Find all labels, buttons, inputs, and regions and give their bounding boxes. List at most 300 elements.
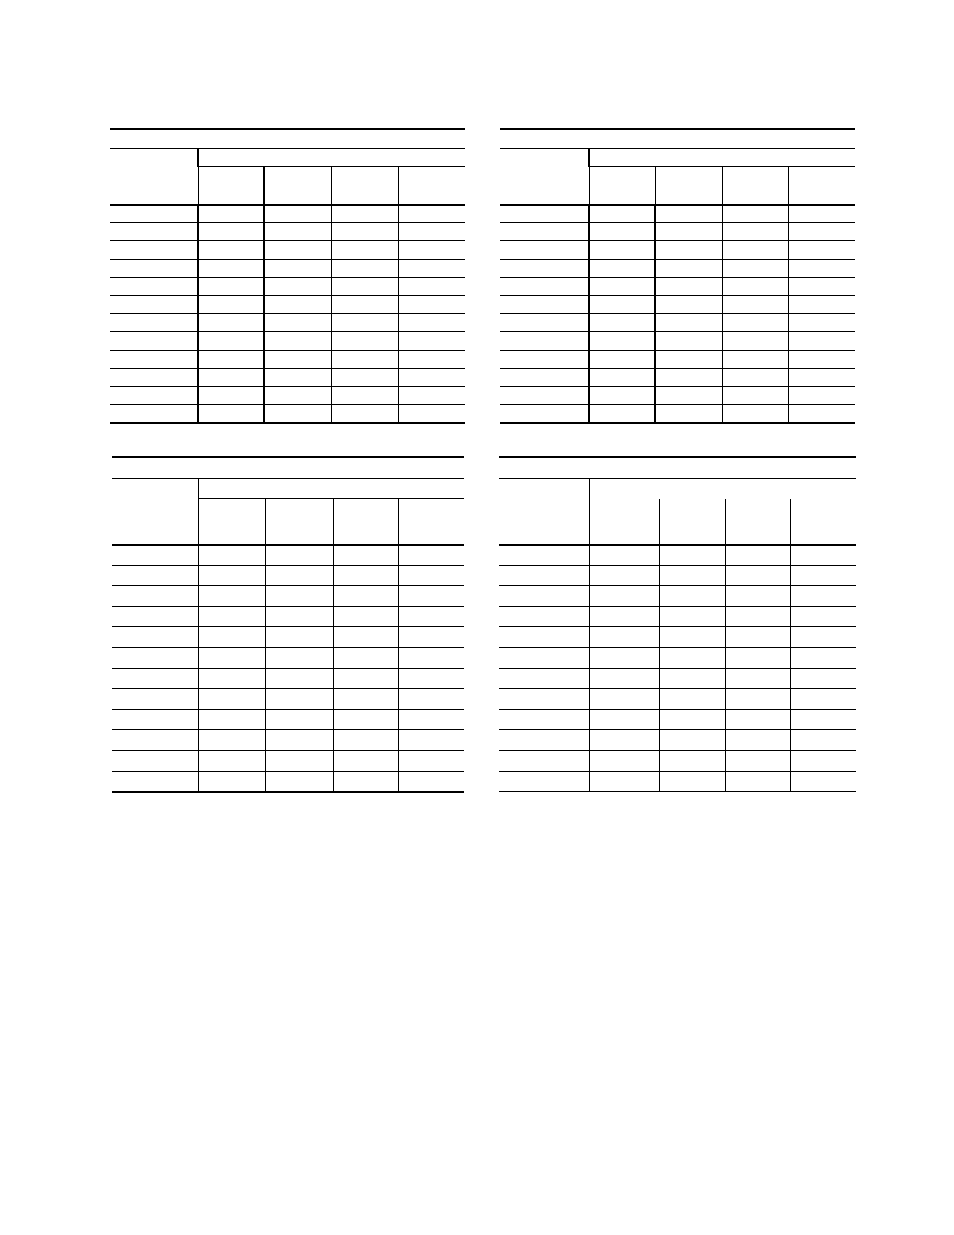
table-cell [398,689,464,710]
table-cell [331,223,398,241]
table-cell [398,668,464,689]
table-row [499,709,856,730]
row-label-cell [499,771,589,792]
table-cell [331,259,398,277]
table-row [500,241,855,259]
table-cell [589,586,659,607]
row-label-cell [112,689,198,710]
table-cell [198,259,264,277]
table-cell [659,545,725,566]
table-top-rule [500,128,855,130]
row-label-cell [499,565,589,586]
table-cell [398,386,465,404]
table-row [500,259,855,277]
row-label-cell [110,295,198,313]
table-cell [331,332,398,350]
table-cell [589,386,655,404]
table-body [499,545,856,792]
table-cell [398,709,464,730]
table-cell [722,205,788,223]
row-label-cell [499,606,589,627]
table-cell [589,223,655,241]
table-cell [398,647,464,668]
table-cell [398,277,465,295]
table-cell [589,730,659,751]
table-top-rule [499,456,856,458]
table-cell [398,771,464,792]
table-cell [264,368,331,386]
table-cell [659,750,725,771]
table-row [112,627,464,648]
table-cell [589,647,659,668]
column-header [264,167,331,205]
table-cell [264,223,331,241]
table-cell [788,386,855,404]
row-label-cell [500,277,589,295]
table-cell [722,350,788,368]
table-cell [333,730,398,751]
column-header [198,167,264,205]
table-cell [198,709,265,730]
row-label-cell [112,586,198,607]
row-label-cell [112,750,198,771]
table-cell [788,332,855,350]
table-row [112,750,464,771]
table-cell [659,709,725,730]
table-cell [331,405,398,423]
row-label-cell [110,241,198,259]
column-spanner [589,149,855,167]
table-cell [655,368,722,386]
table-cell [198,223,264,241]
table-cell [333,586,398,607]
table-cell [333,668,398,689]
table-cell [589,350,655,368]
row-label-cell [110,332,198,350]
row-label-cell [500,332,589,350]
table-cell [725,750,790,771]
table-cell [722,259,788,277]
table-cell [659,627,725,648]
column-header [790,499,856,545]
table-row [110,205,465,223]
table-row [110,259,465,277]
table-cell [659,730,725,751]
data-table [110,148,465,424]
column-spanner [198,149,465,167]
column-spanner [589,479,856,499]
table-cell [265,606,333,627]
table-cell [265,668,333,689]
table-cell [333,565,398,586]
row-label-cell [499,545,589,566]
row-label-cell [110,350,198,368]
table-cell [725,647,790,668]
table-cell [331,295,398,313]
table-cell [589,295,655,313]
row-label-cell [499,709,589,730]
row-label-cell [112,730,198,751]
table-row [112,771,464,792]
table-cell [265,647,333,668]
table-row [110,405,465,423]
table-cell [398,314,465,332]
row-label-cell [112,709,198,730]
table-cell [589,259,655,277]
column-header [398,499,464,545]
table-cell [655,405,722,423]
table-cell [790,565,856,586]
table-cell [265,586,333,607]
table-cell [722,332,788,350]
table-cell [659,606,725,627]
table-cell [198,668,265,689]
table-cell [790,771,856,792]
table-cell [265,689,333,710]
table-row [110,223,465,241]
table-cell [788,223,855,241]
table-cell [264,314,331,332]
table-row [112,647,464,668]
table-cell [331,368,398,386]
column-header [589,167,655,205]
table-row [499,627,856,648]
table-cell [589,277,655,295]
row-label-cell [500,241,589,259]
table-cell [655,314,722,332]
table-cell [198,545,265,566]
row-label-cell [500,314,589,332]
table-cell [790,689,856,710]
table-cell [198,750,265,771]
table-cell [333,750,398,771]
table-cell [398,332,465,350]
table-cell [589,565,659,586]
table-cell [398,405,465,423]
table-cell [198,565,265,586]
table-cell [265,565,333,586]
table-row [112,545,464,566]
table-row [500,223,855,241]
table-row [112,668,464,689]
table-row [499,647,856,668]
table-cell [589,709,659,730]
table-cell [398,750,464,771]
table-cell [198,277,264,295]
table-cell [264,332,331,350]
table-cell [659,771,725,792]
table-row [500,295,855,313]
table-cell [198,730,265,751]
stub-header [112,479,198,545]
row-label-cell [110,405,198,423]
table-cell [589,606,659,627]
data-table [499,478,856,792]
table-cell [788,405,855,423]
table-cell [398,350,465,368]
table-cell [198,386,264,404]
row-label-cell [112,771,198,792]
table-cell [198,205,264,223]
table-cell [264,277,331,295]
row-label-cell [112,668,198,689]
table-cell [589,668,659,689]
table-cell [722,277,788,295]
table-row [499,730,856,751]
table-cell [398,545,464,566]
table-cell [265,709,333,730]
table-cell [198,241,264,259]
column-header [722,167,788,205]
row-label-cell [500,295,589,313]
table-cell [655,332,722,350]
table-cell [264,205,331,223]
table-row [110,350,465,368]
table-cell [198,627,265,648]
table-cell [655,386,722,404]
table-cell [265,771,333,792]
table-cell [333,545,398,566]
table-cell [589,771,659,792]
table-cell [589,368,655,386]
row-label-cell [500,350,589,368]
table-cell [722,368,788,386]
table-row [500,368,855,386]
table-cell [788,241,855,259]
stub-header [499,479,589,545]
table-cell [725,771,790,792]
row-label-cell [112,606,198,627]
table-row [110,368,465,386]
table-cell [333,627,398,648]
table-row [500,386,855,404]
row-label-cell [112,647,198,668]
table-cell [655,259,722,277]
table-row [499,668,856,689]
data-table [500,148,855,424]
column-header [655,167,722,205]
row-label-cell [500,223,589,241]
table-row [110,277,465,295]
table-cell [790,606,856,627]
table-cell [331,277,398,295]
table-cell [788,205,855,223]
table-row [500,205,855,223]
table-cell [788,368,855,386]
table-cell [589,405,655,423]
column-header [198,499,265,545]
table-cell [398,205,465,223]
table-cell [725,627,790,648]
table-body [110,205,465,423]
table-cell [790,730,856,751]
table-row [110,295,465,313]
table-row [110,241,465,259]
table-cell [333,689,398,710]
table-cell [589,241,655,259]
table-cell [659,668,725,689]
row-label-cell [500,259,589,277]
table-cell [264,386,331,404]
table-top-rule [110,128,465,130]
table-cell [589,545,659,566]
table-cell [788,350,855,368]
table-cell [589,314,655,332]
table-cell [788,277,855,295]
table-cell [655,350,722,368]
column-header [659,499,725,545]
table-lower-right [499,456,856,797]
table-cell [725,586,790,607]
table-body [112,545,464,792]
table-cell [790,545,856,566]
table-cell [198,368,264,386]
table-row [499,689,856,710]
row-label-cell [112,545,198,566]
table-cell [589,627,659,648]
table-body [500,205,855,423]
table-cell [398,368,465,386]
table-cell [398,259,465,277]
row-label-cell [499,647,589,668]
table-cell [198,606,265,627]
table-cell [398,565,464,586]
table-cell [398,241,465,259]
table-cell [722,241,788,259]
table-row [499,771,856,792]
row-label-cell [499,750,589,771]
table-cell [722,223,788,241]
table-cell [790,750,856,771]
table-cell [264,241,331,259]
row-label-cell [110,277,198,295]
table-top-rule [112,456,464,458]
table-cell [589,332,655,350]
row-label-cell [500,368,589,386]
table-row [112,565,464,586]
row-label-cell [110,259,198,277]
column-header [265,499,333,545]
column-header [589,499,659,545]
table-cell [655,241,722,259]
table-cell [333,647,398,668]
row-label-cell [110,386,198,404]
row-label-cell [499,730,589,751]
table-cell [198,314,264,332]
table-cell [398,627,464,648]
table-cell [333,771,398,792]
table-cell [790,627,856,648]
table-cell [333,606,398,627]
stub-header [500,149,589,205]
table-cell [198,771,265,792]
table-cell [198,647,265,668]
table-cell [659,647,725,668]
table-cell [722,405,788,423]
table-row [499,565,856,586]
table-cell [722,386,788,404]
row-label-cell [112,627,198,648]
table-cell [725,606,790,627]
table-cell [589,750,659,771]
row-label-cell [500,205,589,223]
table-row [499,586,856,607]
table-cell [398,586,464,607]
row-label-cell [110,368,198,386]
row-label-cell [499,689,589,710]
row-label-cell [500,386,589,404]
table-cell [264,259,331,277]
table-cell [589,205,655,223]
column-header [331,167,398,205]
table-cell [331,241,398,259]
table-cell [788,259,855,277]
table-cell [788,314,855,332]
table-row [500,332,855,350]
table-cell [790,647,856,668]
column-spanner [198,479,464,499]
table-row [500,350,855,368]
table-cell [198,350,264,368]
row-label-cell [499,668,589,689]
table-cell [331,386,398,404]
table-cell [725,689,790,710]
stub-header [110,149,198,205]
table-cell [659,689,725,710]
table-row [112,689,464,710]
table-upper-right [500,128,855,426]
table-row [110,332,465,350]
table-cell [198,332,264,350]
table-cell [264,405,331,423]
table-cell [659,565,725,586]
table-cell [655,205,722,223]
row-label-cell [110,223,198,241]
table-row [499,545,856,566]
table-cell [198,689,265,710]
table-cell [398,606,464,627]
table-cell [725,730,790,751]
table-cell [790,668,856,689]
table-cell [589,689,659,710]
row-label-cell [499,627,589,648]
row-label-cell [112,565,198,586]
table-cell [655,295,722,313]
table-cell [264,295,331,313]
table-cell [198,586,265,607]
table-row [500,277,855,295]
table-cell [655,223,722,241]
table-cell [265,730,333,751]
row-label-cell [110,314,198,332]
table-upper-left [110,128,465,426]
table-cell [725,709,790,730]
table-cell [331,350,398,368]
column-header [788,167,855,205]
table-cell [198,405,264,423]
table-row [112,586,464,607]
row-label-cell [499,586,589,607]
column-header [333,499,398,545]
table-row [112,709,464,730]
table-cell [331,205,398,223]
column-header [725,499,790,545]
table-cell [790,586,856,607]
table-row [112,730,464,751]
table-cell [333,709,398,730]
table-row [499,606,856,627]
table-cell [398,295,465,313]
